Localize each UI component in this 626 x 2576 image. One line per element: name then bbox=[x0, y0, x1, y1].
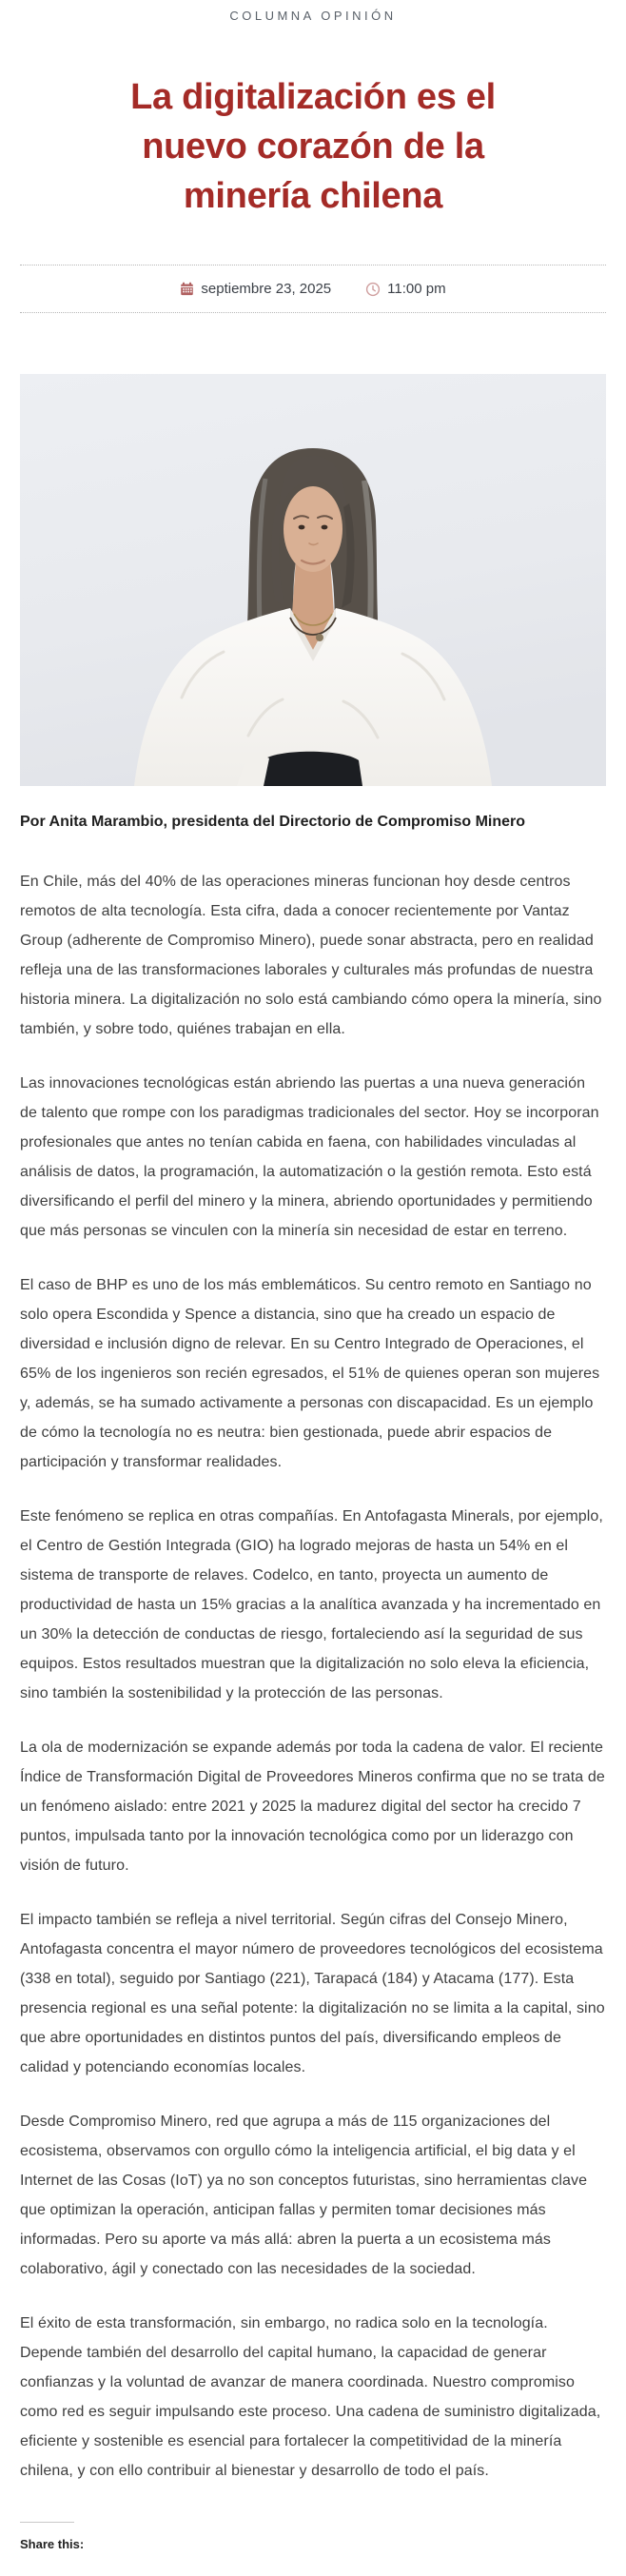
share-label: Share this: bbox=[20, 2537, 85, 2551]
paragraph-6: El impacto también se refleja a nivel territorial. Según cifras del Consejo Minero, Antofagasta concentra el mayor número de proveedores tecnológicos del ecosistema (338 en total), seguido por Santiago (221), Tarapacá (184) y Atacama (177). Esta presencia regional es una señal potente: la digitalización no se limita a la capital, sino que abre oportunidades en distintos puntos del país, diversificando empleos de calidad y potenciando economías locales. bbox=[20, 1912, 605, 2075]
page-title: La digitalización es el nuevo corazón de la minería chilena bbox=[130, 77, 496, 216]
paragraph-3: El caso de BHP es uno de los más emblemáticos. Su centro remoto en Santiago no solo opera Escondida y Spence a distancia, sino que ha creado un espacio de diversidad e inclusión digno de relevar. En su Centro Integrado de Operaciones, el 65% de los ingenieros son recién egresados, el 51% de quienes operan son mujeres y, además, se ha sumado activamente a personas con discapacidad. Es un ejemplo de cómo la tecnología no es neutra: bien gestionada, puede abrir espacios de participación y transformar realidades. bbox=[20, 1277, 600, 1470]
clock-icon bbox=[365, 282, 381, 297]
author-photo bbox=[20, 374, 606, 786]
byline: Por Anita Marambio, presidenta del Directorio de Compromiso Minero bbox=[20, 814, 526, 830]
paragraph-8: El éxito de esta transformación, sin embargo, no radica solo en la tecnología. Depende también del desarrollo del capital humano, la capacidad de generar confianzas y la voluntad de avanzar de manera coordinada. Nuestro compromiso como red es seguir impulsando este proceso. Una cadena de suministro digitalizada, eficiente y sostenible es esencial para fortalecer la competitividad de la minería chilena, y con ello contribuir al bienestar y desarrollo de todo el país. bbox=[20, 2315, 601, 2479]
article-meta bbox=[20, 265, 606, 313]
publish-date bbox=[180, 281, 331, 297]
paragraph-5: La ola de modernización se expande además por toda la cadena de valor. El reciente Índice de Transformación Digital de Proveedores Mineros confirma que no se trata de un fenómeno aislado: entre 2021 y 2025 la madurez digital del sector ha crecido 7 puntos, impulsada tanto por la innovación tecnológica como por un liderazgo con visión de futuro. bbox=[20, 1740, 605, 1874]
calendar-icon bbox=[180, 282, 194, 296]
article-body bbox=[20, 867, 606, 2486]
date-label: septiembre 23, 2025 bbox=[201, 281, 332, 297]
share-divider bbox=[20, 2522, 74, 2523]
paragraph-1: En Chile, más del 40% de las operaciones mineras funcionan hoy desde centros remotos de alta tecnología. Esta cifra, dada a conocer recientemente por Vantaz Group (adherente de Compromiso Minero), puede sonar abstracta, pero en realidad refleja una de las transformaciones laborales y culturales más profundas de nuestra historia minera. La digitalización no solo está cambiando cómo opera la minería, sino también, y sobre todo, quiénes trabajan en ella. bbox=[20, 874, 602, 1037]
paragraph-7: Desde Compromiso Minero, red que agrupa a más de 115 organizaciones del ecosistema, observamos con orgullo cómo la inteligencia artificial, el big data y el Internet de las Cosas (IoT) ya no son conceptos futuristas, sino herramientas clave que optimizan la operación, anticipan fallas y permiten tomar decisiones más informadas. Pero su aporte va más allá: abren la puerta a un ecosistema más colaborativo, ágil y conectado con las necesidades de la sociedad. bbox=[20, 2114, 588, 2277]
paragraph-4: Este fenómeno se replica en otras compañías. En Antofagasta Minerals, por ejemplo, el Centro de Gestión Integrada (GIO) ha logrado mejoras de hasta un 54% en el sistema de transporte de relaves. Codelco, en tanto, proyecta un aumento de productividad de hasta un 15% gracias a la analítica avanzada y ha incrementado en un 30% la detección de conductas de riesgo, fortaleciendo así la seguridad de sus equipos. Estos resultados muestran que la digitalización no solo eleva la eficiencia, sino también la sostenibilidad y la protección de las personas. bbox=[20, 1508, 603, 1701]
time-label: 11:00 pm bbox=[387, 281, 446, 297]
category-label: COLUMNA OPINIÓN bbox=[229, 9, 397, 23]
paragraph-2: Las innovaciones tecnológicas están abriendo las puertas a una nueva generación de talento que rompe con los paradigmas tradicionales del sector. Hoy se incorporan profesionales que antes no tenían cabida en faena, con habilidades vinculadas al análisis de datos, la programación, la automatización o la gestión remota. Esto está diversificando el perfil del minero y la minera, abriendo oportunidades y permitiendo que más personas se vinculen con la minería sin necesidad de estar en terreno. bbox=[20, 1075, 599, 1239]
publish-time bbox=[365, 281, 445, 297]
